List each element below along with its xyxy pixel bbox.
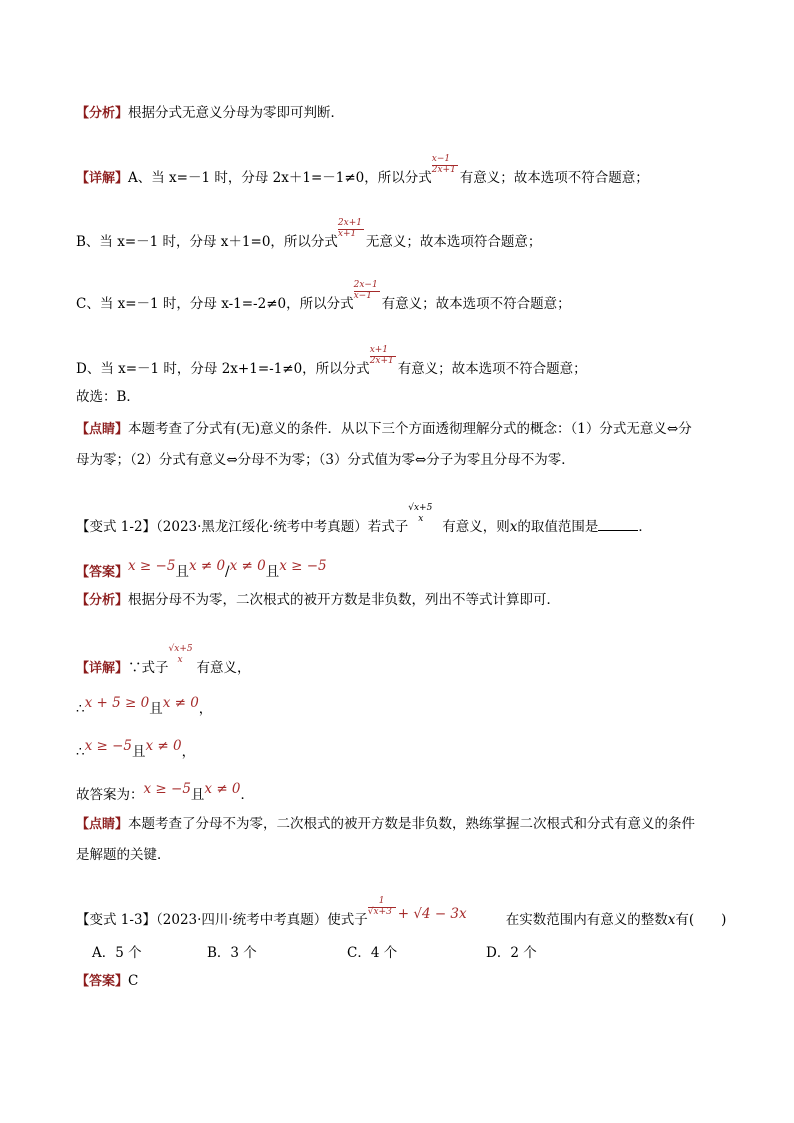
- step-1-therefore: ∴: [76, 701, 85, 717]
- detail-option-d: [76, 345, 587, 378]
- variant-1-2-detail-denominator: x: [177, 655, 183, 665]
- variant-1-2-review-1: 本题考查了分母不为零，二次根式的被开方数是非负数，熟练掌握二次根式和分式有意义的条件: [128, 816, 696, 832]
- variant-1-2-source: （2023·黑龙江绥化·统考中考真题）若式子: [156, 519, 409, 535]
- step-2-end: ，: [181, 744, 196, 760]
- answer-part-a: x ≥ −5: [128, 558, 176, 574]
- final-answer-end: ．: [240, 787, 255, 803]
- variant-1-2-review-tag: 【点睛】: [76, 817, 129, 832]
- fraction-a-denominator: 2x+1: [431, 165, 456, 175]
- detail-c-pre: C、当 x=－1 时，分母 x-1=-2≠0，所以分式: [76, 296, 354, 312]
- variant-1-3-post2: 有( ): [675, 912, 727, 928]
- variant-1-2-analysis: [76, 591, 560, 610]
- variant-1-2-detail-pre: ∵式子: [128, 660, 169, 676]
- variant-1-2-review-2: 是解题的关键．: [76, 847, 171, 863]
- variant-1-3-var: x: [667, 912, 676, 928]
- variant-1-2-end: ．: [638, 519, 652, 535]
- variant-1-3-fraction: [367, 896, 398, 924]
- step-2-and: 且: [132, 744, 146, 760]
- fraction-d-denominator: 2x+1: [369, 356, 394, 366]
- analysis-line-1: [76, 104, 344, 123]
- review-line-2: 母为零；（2）分式有意义⇔分母不为零；（3）分式值为零⇔分子为零且分母不为零．: [76, 452, 575, 468]
- variant-1-2-post2: 的取值范围是: [517, 519, 599, 535]
- answer-and-1: 且: [175, 564, 189, 580]
- answer-part-d: x ≥ −5: [279, 558, 327, 574]
- variant-1-2-review: [76, 815, 695, 834]
- answer-part-c: x ≠ 0: [229, 558, 266, 574]
- detail-answer: 故选：B．: [76, 389, 140, 405]
- step-1-a: x + 5 ≥ 0: [84, 695, 150, 711]
- option-c: C．4 个: [347, 945, 398, 961]
- step-2-b: x ≠ 0: [145, 738, 182, 754]
- fraction-b-numerator: 2x+1: [337, 218, 362, 228]
- detail-tag: 【详解】: [76, 171, 129, 186]
- variant-1-2-fraction: [408, 503, 442, 531]
- fraction-d-numerator: x+1: [369, 345, 389, 355]
- variant-1-2-detail-tag: 【详解】: [76, 661, 129, 676]
- detail-b-post: 无意义；故本选项符合题意；: [365, 234, 542, 250]
- analysis-tag: 【分析】: [76, 106, 129, 121]
- variant-1-2-denominator: x: [418, 514, 424, 524]
- answer-blank: [598, 518, 638, 531]
- fraction-a-numerator: x−1: [431, 154, 451, 164]
- final-answer-and: 且: [190, 787, 205, 803]
- variant-1-3-root-term: + √4 − 3x: [397, 906, 467, 922]
- step-2-a: x ≥ −5: [84, 738, 133, 754]
- fraction-c-denominator: x−1: [353, 291, 372, 301]
- variant-1-3-denominator: √x+3: [367, 907, 392, 917]
- step-1: [76, 695, 213, 718]
- variant-1-3-numerator: 1: [378, 896, 385, 906]
- fraction-c-numerator: 2x−1: [353, 280, 378, 290]
- variant-1-2-answer: [76, 558, 327, 582]
- detail-option-a: [76, 154, 649, 188]
- variant-1-2-post: 有意义，则: [442, 519, 510, 535]
- fraction-b-denominator: x+1: [337, 229, 357, 239]
- variant-1-3-answer: [76, 972, 138, 991]
- step-1-b: x ≠ 0: [162, 695, 199, 711]
- review-line-1: [76, 420, 692, 439]
- answer-slash: /: [225, 564, 230, 580]
- detail-b-pre: B、当 x=－1 时，分母 x＋1=0，所以分式: [76, 234, 338, 250]
- detail-c-post: 有意义；故本选项不符合题意；: [381, 296, 571, 312]
- variant-1-2-detail: [76, 644, 251, 678]
- option-d: D．2 个: [486, 945, 537, 961]
- variant-1-3-answer-value: C: [128, 973, 139, 989]
- fraction-d: [369, 345, 398, 373]
- variant-1-2-analysis-text: 根据分母不为零，二次根式的被开方数是非负数，列出不等式计算即可．: [128, 592, 561, 608]
- variant-1-2-numerator: √x+5: [408, 503, 433, 513]
- detail-option-b: [76, 218, 542, 251]
- step-2-therefore: ∴: [76, 744, 85, 760]
- fraction-b: [337, 218, 366, 246]
- final-answer-b: x ≠ 0: [204, 781, 241, 797]
- answer-and-2: 且: [265, 564, 280, 580]
- review-text-1: 本题考查了分式有(无)意义的条件．从以下三个方面透彻理解分式的概念：（1）分式无意义⇔分: [128, 421, 692, 437]
- detail-a-pre: A、当 x=－1 时，分母 2x＋1=－1≠0，所以分式: [128, 170, 432, 186]
- variant-1-3-source: （2023·四川·统考中考真题）使式子: [156, 912, 368, 928]
- detail-d-post: 有意义；故本选项不符合题意；: [397, 361, 587, 377]
- variant-1-2-detail-numerator: √x+5: [168, 644, 193, 654]
- analysis-text: 根据分式无意义分母为零即可判断．: [128, 105, 345, 121]
- variant-1-2-tag: 【变式 1-2】: [76, 519, 157, 535]
- step-1-end: ，: [198, 701, 213, 717]
- fraction-c: [353, 280, 382, 308]
- fraction-a: [431, 154, 460, 182]
- variant-1-3-question: [76, 896, 727, 929]
- final-answer-pre: 故答案为：: [76, 787, 144, 803]
- variant-1-3-tag: 【变式 1-3】: [76, 912, 157, 928]
- variant-1-3-post: 在实数范围内有意义的整数: [505, 912, 668, 928]
- step-1-and: 且: [149, 701, 163, 717]
- variant-1-2-analysis-tag: 【分析】: [76, 593, 129, 608]
- step-2: [76, 738, 196, 761]
- variant-1-2-var: x: [509, 519, 518, 535]
- detail-option-c: [76, 280, 571, 313]
- answer-part-b: x ≠ 0: [188, 558, 226, 574]
- variant-1-2-detail-fraction: [168, 644, 197, 672]
- detail-d-pre: D、当 x=－1 时，分母 2x+1=-1≠0，所以分式: [76, 361, 370, 377]
- option-a: A．5 个: [92, 945, 142, 961]
- final-answer: [76, 781, 255, 804]
- answer-tag: 【答案】: [76, 565, 129, 580]
- option-b: B．3 个: [207, 945, 257, 961]
- variant-1-3-answer-tag: 【答案】: [76, 974, 129, 989]
- review-tag: 【点睛】: [76, 422, 129, 437]
- detail-a-post: 有意义；故本选项不符合题意；: [459, 170, 649, 186]
- final-answer-a: x ≥ −5: [143, 781, 191, 797]
- variant-1-2-detail-post: 有意义，: [196, 660, 251, 676]
- variant-1-2-question: [76, 503, 652, 536]
